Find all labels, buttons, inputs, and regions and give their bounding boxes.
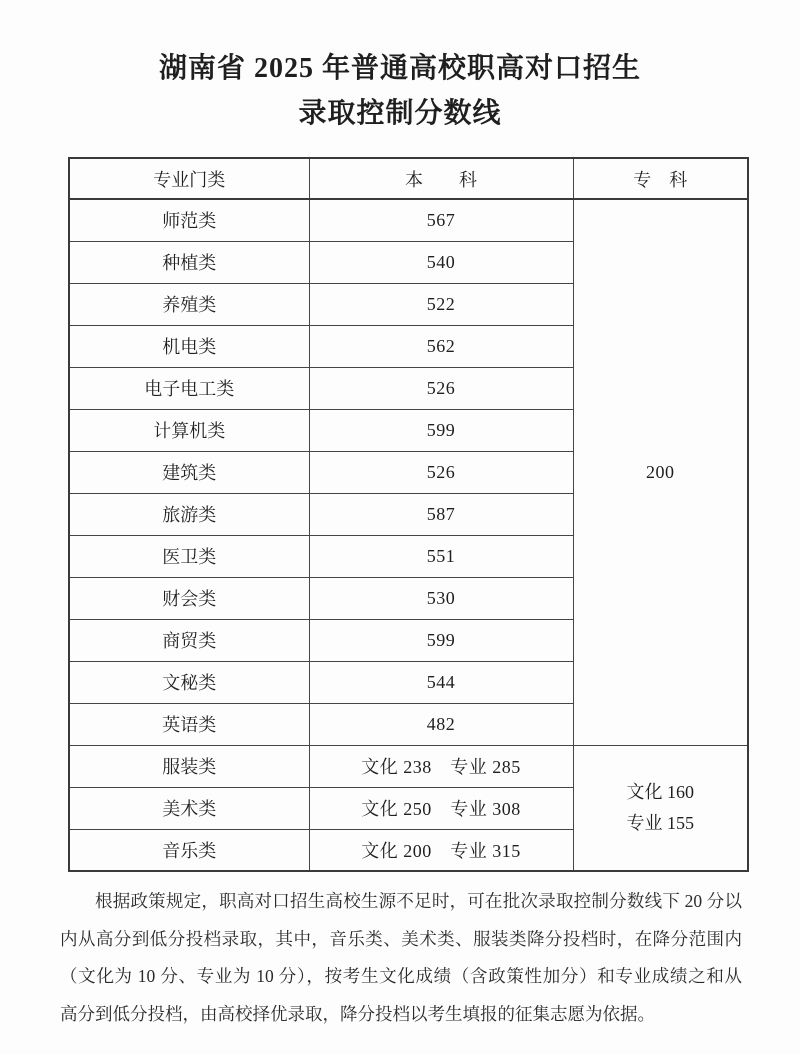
policy-note-line-2: 内从高分到低分投档录取，其中，音乐类、美术类、服装类降分投档时，在降分范围内 — [60, 928, 742, 949]
zhuanke-merged-cell: 200 — [573, 199, 748, 745]
category-cell: 机电类 — [69, 325, 309, 367]
benke-score-cell: 599 — [309, 409, 573, 451]
table-row — [69, 199, 748, 241]
category-cell: 种植类 — [69, 241, 309, 283]
header-zhuanke: 专 科 — [573, 158, 748, 199]
policy-note — [60, 883, 742, 1033]
table-row — [69, 745, 748, 787]
category-cell: 电子电工类 — [69, 367, 309, 409]
benke-score-cell: 522 — [309, 283, 573, 325]
category-cell: 旅游类 — [69, 493, 309, 535]
policy-note-line-3: （文化为 10 分、专业为 10 分），按考生文化成绩（含政策性加分）和专业成绩之和从 — [60, 966, 742, 986]
benke-score-cell: 587 — [309, 493, 573, 535]
header-benke: 本 科 — [309, 158, 573, 199]
zhuanke-arts-culture: 文化 160 — [626, 781, 694, 802]
category-cell: 美术类 — [69, 787, 309, 829]
category-cell: 英语类 — [69, 703, 309, 745]
score-table — [68, 157, 749, 872]
title-line-2: 录取控制分数线 — [298, 98, 502, 129]
header-category: 专业门类 — [69, 158, 309, 199]
benke-score-cell: 540 — [309, 241, 573, 283]
benke-score-cell: 文化 238 专业 285 — [309, 745, 573, 787]
category-cell: 文秘类 — [69, 661, 309, 703]
category-cell: 养殖类 — [69, 283, 309, 325]
benke-score-cell: 文化 250 专业 308 — [309, 787, 573, 829]
benke-score-cell: 544 — [309, 661, 573, 703]
category-cell: 商贸类 — [69, 619, 309, 661]
table-header-row — [69, 158, 748, 199]
benke-score-cell: 599 — [309, 619, 573, 661]
benke-score-cell: 526 — [309, 367, 573, 409]
category-cell: 师范类 — [69, 199, 309, 241]
zhuanke-arts-merged-cell — [573, 745, 748, 871]
category-cell: 医卫类 — [69, 535, 309, 577]
benke-score-cell: 530 — [309, 577, 573, 619]
policy-note-line-4: 高分到低分投档，由高校择优录取，降分投档以考生填报的征集志愿为依据。 — [60, 1003, 655, 1024]
benke-score-cell: 文化 200 专业 315 — [309, 829, 573, 871]
benke-score-cell: 482 — [309, 703, 573, 745]
category-cell: 计算机类 — [69, 409, 309, 451]
zhuanke-arts-major: 专业 155 — [626, 812, 694, 833]
document-title — [0, 0, 800, 136]
category-cell: 建筑类 — [69, 451, 309, 493]
category-cell: 财会类 — [69, 577, 309, 619]
benke-score-cell: 526 — [309, 451, 573, 493]
benke-score-cell: 551 — [309, 535, 573, 577]
policy-note-line-1: 根据政策规定，职高对口招生高校生源不足时，可在批次录取控制分数线下 20 分以 — [95, 891, 742, 911]
benke-score-cell: 562 — [309, 325, 573, 367]
benke-score-cell: 567 — [309, 199, 573, 241]
title-line-1: 湖南省 2025 年普通高校职高对口招生 — [158, 53, 641, 84]
category-cell: 服装类 — [69, 745, 309, 787]
category-cell: 音乐类 — [69, 829, 309, 871]
